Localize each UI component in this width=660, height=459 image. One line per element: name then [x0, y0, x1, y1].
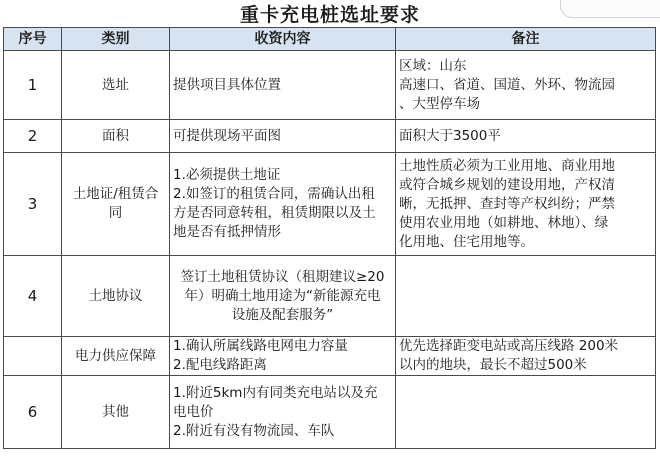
category-line: 选址	[102, 76, 129, 93]
content-line: 1.确认所属线路电网电力容量	[173, 338, 348, 354]
row-content	[170, 153, 396, 256]
table-row	[4, 120, 656, 153]
row-content	[170, 337, 396, 376]
row-note	[396, 153, 656, 256]
row-category	[62, 337, 170, 376]
requirements-table	[3, 27, 656, 449]
row-number: 6	[4, 376, 62, 449]
category-line: 面积	[102, 127, 129, 144]
category-line: 同	[108, 205, 123, 221]
row-content	[170, 376, 396, 449]
table-header-row	[4, 28, 656, 51]
content-line: 设施及配套服务”	[231, 306, 334, 323]
note-line: 化用地、住宅用地等。	[399, 233, 534, 250]
row-number: 1	[4, 51, 62, 120]
header-note: 备注	[396, 28, 656, 51]
row-category	[62, 376, 170, 449]
note-line: 面积大于3500平	[399, 127, 501, 144]
category-line: 土地证/租赁合	[72, 186, 159, 202]
table-row	[4, 376, 656, 449]
row-category	[62, 51, 170, 120]
content-line: 提供项目具体位置	[173, 76, 281, 93]
row-note	[396, 256, 656, 337]
content-line: 方是否同意转租，租赁期限以及土	[173, 205, 376, 221]
note-line: 区域：山东	[399, 57, 467, 74]
row-note	[396, 51, 656, 120]
note-line: 晰，无抵押、查封等产权纠纷；严禁	[399, 195, 615, 212]
content-line: 2.附近有没有物流园、车队	[173, 422, 335, 439]
row-content	[170, 51, 396, 120]
content-line: 电电价	[173, 403, 214, 420]
row-category	[62, 120, 170, 153]
row-content	[170, 120, 396, 153]
header-content: 收资内容	[170, 28, 396, 51]
row-note	[396, 120, 656, 153]
category-line: 电力供应保障	[75, 347, 156, 364]
table-row	[4, 337, 656, 376]
row-number: 3	[4, 153, 62, 256]
content-line: 地是否有抵押情形	[173, 224, 281, 240]
note-line: 以内的地块，最长不超过500米	[399, 357, 587, 373]
content-line: 年）明确土地用途为“新能源充电	[184, 287, 381, 304]
row-category	[62, 153, 170, 256]
header-category: 类别	[62, 28, 170, 51]
content-line: 2.配电线路距离	[173, 357, 267, 373]
category-line: 土地协议	[88, 287, 143, 304]
content-line: 2.如签订的租赁合同，需确认出租	[173, 186, 375, 202]
note-line: 优先选择距变电站或高压线路 200米	[399, 338, 619, 354]
table-row	[4, 153, 656, 256]
page-title: 重卡充电桩选址要求	[239, 4, 420, 26]
row-note	[396, 376, 656, 449]
content-line: 可提供现场平面图	[173, 127, 281, 144]
note-line: 或符合城乡规划的建设用地，产权清	[399, 176, 615, 193]
content-line: 1.附近5km内有同类充电站以及充	[173, 384, 378, 401]
note-line: 使用农业用地（如耕地、林地）、绿	[399, 214, 609, 231]
note-line: 高速口、省道、国道、外环、物流园	[399, 76, 615, 93]
content-line: 签订土地租赁协议（租期建议≥20	[180, 268, 385, 285]
row-content	[170, 256, 396, 337]
row-note	[396, 337, 656, 376]
category-line: 其他	[102, 403, 129, 420]
note-line: 土地性质必须为工业用地、商业用地	[399, 157, 615, 174]
table-row	[4, 256, 656, 337]
table-row	[4, 51, 656, 120]
content-line: 1.必须提供土地证	[173, 167, 281, 183]
header-no: 序号	[4, 28, 62, 51]
note-line: 、大型停车场	[399, 95, 480, 112]
row-number	[4, 337, 62, 376]
row-category	[62, 256, 170, 337]
row-number: 2	[4, 120, 62, 153]
row-number: 4	[4, 256, 62, 337]
